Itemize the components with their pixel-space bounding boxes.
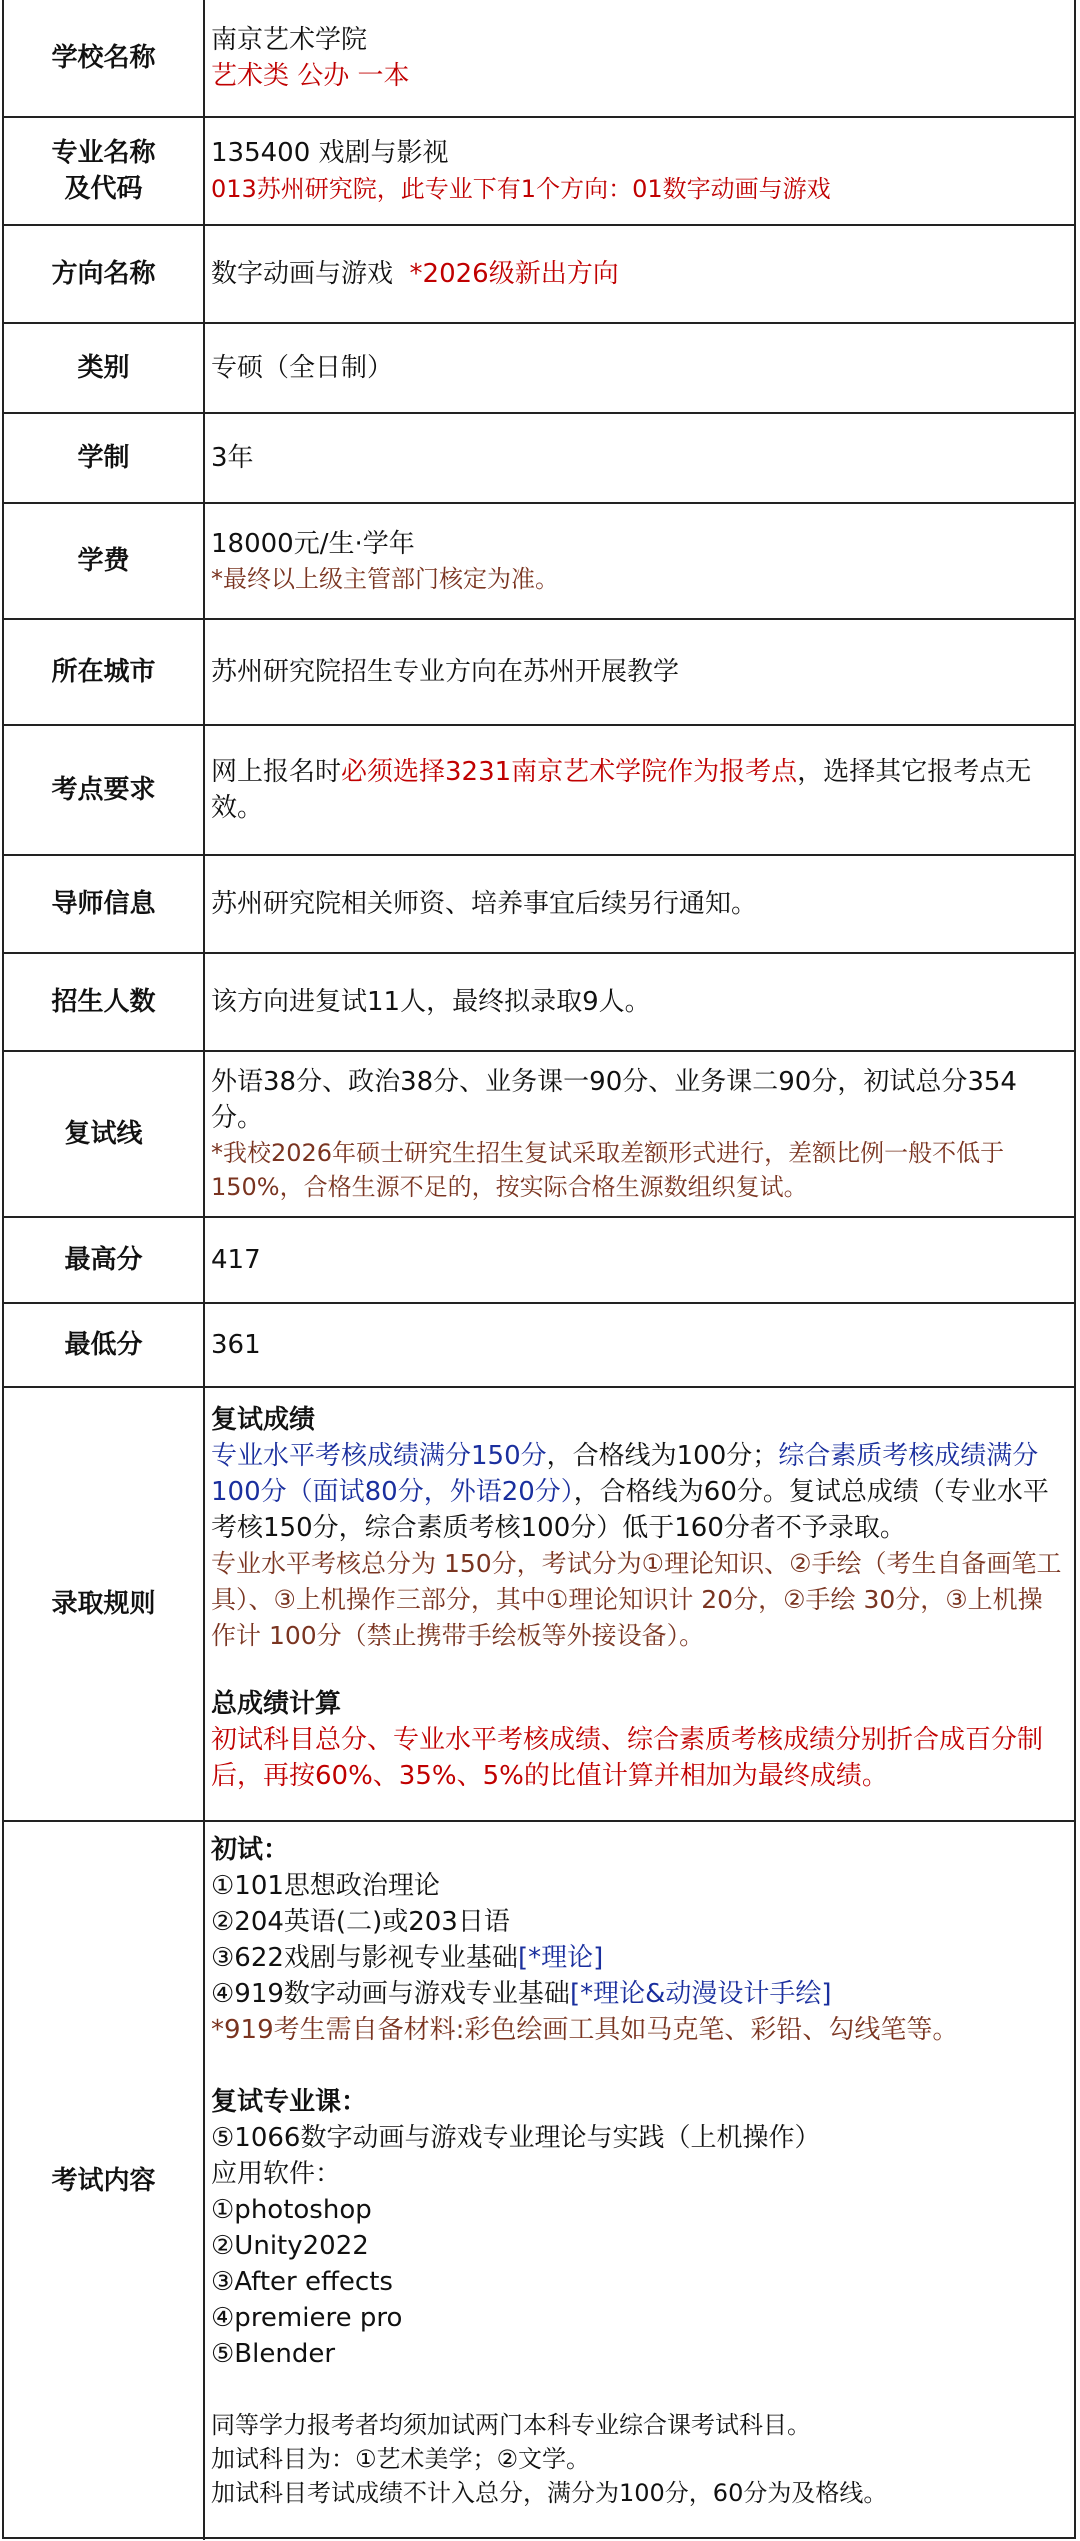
value-admission xyxy=(205,1388,1074,1820)
exam-software-2: ②Unity2022 xyxy=(211,2231,369,2261)
exam-subject-3-tag: [*理论] xyxy=(517,1943,604,1973)
row-mentor xyxy=(4,854,1074,952)
admission-p1 xyxy=(211,1438,1064,1546)
exam-extra-3: 加试科目考试成绩不计入总分，满分为100分，60分为及格线。 xyxy=(211,2479,888,2507)
major-desc: 013苏州研究院，此专业下有1个方向：01数字动画与游戏 xyxy=(211,175,831,203)
exam-subject-4 xyxy=(211,1976,1064,2012)
direction-name: 数字动画与游戏 xyxy=(211,259,394,289)
row-exam xyxy=(4,1820,1074,2540)
value-highest: 417 xyxy=(211,1245,261,1275)
row-duration xyxy=(4,412,1074,502)
row-category xyxy=(4,322,1074,412)
value-direction xyxy=(205,226,1074,322)
value-exam-site xyxy=(205,726,1074,854)
row-highest xyxy=(4,1216,1074,1302)
value-cutoff xyxy=(205,1052,1074,1216)
row-tuition xyxy=(4,502,1074,618)
exam-subject-1: ①101思想政治理论 xyxy=(211,1871,440,1901)
row-enroll xyxy=(4,952,1074,1050)
tuition-note: *最终以上级主管部门核定为准。 xyxy=(211,565,559,593)
label-direction: 方向名称 xyxy=(4,226,205,322)
exam-extra-2: 加试科目为：①艺术美学；②文学。 xyxy=(211,2445,591,2473)
info-table xyxy=(2,0,1076,2539)
label-category: 类别 xyxy=(4,324,205,412)
label-admission: 录取规则 xyxy=(4,1388,205,1820)
tuition-amount: 18000元/生·学年 xyxy=(211,529,415,559)
row-exam-site xyxy=(4,724,1074,854)
admission-p1-blue1: 专业水平考核成绩满分150分 xyxy=(211,1441,547,1471)
exam-software-1: ①photoshop xyxy=(211,2195,372,2225)
value-exam xyxy=(205,1822,1074,2540)
exam-subject-4-text: ④919数字动画与游戏专业基础 xyxy=(211,1979,570,2009)
direction-new-tag: *2026级新出方向 xyxy=(409,259,619,289)
row-lowest xyxy=(4,1302,1074,1386)
value-major xyxy=(205,118,1074,224)
admission-sec2-title: 总成绩计算 xyxy=(211,1689,342,1719)
row-direction xyxy=(4,224,1074,322)
row-cutoff xyxy=(4,1050,1074,1216)
exam-subject-2: ②204英语(二)或203日语 xyxy=(211,1907,510,1937)
row-school xyxy=(4,0,1074,116)
admission-sec1-title: 复试成绩 xyxy=(211,1405,316,1435)
school-tags: 艺术类 公办 一本 xyxy=(211,61,410,91)
label-city: 所在城市 xyxy=(4,620,205,724)
label-enroll: 招生人数 xyxy=(4,954,205,1050)
label-highest: 最高分 xyxy=(4,1218,205,1302)
exam-initial-title: 初试： xyxy=(211,1835,290,1865)
exam-software-4: ④premiere pro xyxy=(211,2303,403,2333)
exam-site-suffix: ，选择其它报考点无效。 xyxy=(211,757,1032,823)
label-major: 专业名称 及代码 xyxy=(4,118,205,224)
value-school xyxy=(205,0,1074,116)
admission-p1-blue2: 综合素质考核成绩满分100分（面试80分，外语20分） xyxy=(211,1441,1039,1507)
value-tuition xyxy=(205,504,1074,618)
label-mentor: 导师信息 xyxy=(4,856,205,952)
label-exam-site: 考点要求 xyxy=(4,726,205,854)
exam-software-3: ③After effects xyxy=(211,2267,393,2297)
exam-subject-3-text: ③622戏剧与影视专业基础 xyxy=(211,1943,518,1973)
exam-subject-note: *919考生需自备材料:彩色绘画工具如马克笔、彩铅、勾线笔等。 xyxy=(211,2015,959,2045)
exam-subject-4-tag: [*理论&动漫设计手绘] xyxy=(569,1979,832,2009)
exam-subject-3 xyxy=(211,1940,1064,1976)
cutoff-value: 外语38分、政治38分、业务课一90分、业务课二90分，初试总分354分。 xyxy=(211,1067,1017,1133)
exam-extra-1: 同等学力报考者均须加试两门本科专业综合课考试科目。 xyxy=(211,2411,811,2439)
exam-site-prefix: 网上报名时 xyxy=(211,757,342,787)
exam-site-highlight: 必须选择3231南京艺术学院作为报考点 xyxy=(341,757,798,787)
row-major xyxy=(4,116,1074,224)
value-mentor: 苏州研究院相关师资、培养事宜后续另行通知。 xyxy=(211,889,758,919)
value-category: 专硕（全日制） xyxy=(211,353,394,383)
major-code: 135400 戏剧与影视 xyxy=(211,138,449,168)
row-city xyxy=(4,618,1074,724)
label-school: 学校名称 xyxy=(4,0,205,116)
label-tuition: 学费 xyxy=(4,504,205,618)
value-enroll: 该方向进复试11人，最终拟录取9人。 xyxy=(211,987,651,1017)
admission-p3: 初试科目总分、专业水平考核成绩、综合素质考核成绩分别折合成百分制后，再按60%、35%、5%的比值计算并相加为最终成绩。 xyxy=(211,1725,1044,1791)
school-name: 南京艺术学院 xyxy=(211,25,368,55)
admission-p1-plain1: ，合格线为100分； xyxy=(546,1441,779,1471)
label-cutoff: 复试线 xyxy=(4,1052,205,1216)
label-exam: 考试内容 xyxy=(4,1822,205,2540)
exam-retest-title: 复试专业课： xyxy=(211,2087,368,2117)
label-lowest: 最低分 xyxy=(4,1304,205,1386)
exam-software-5: ⑤Blender xyxy=(211,2339,336,2369)
cutoff-note: *我校2026年硕士研究生招生复试采取差额形式进行，差额比例一般不低于150%，合格生源不足的，按实际合格生源数组织复试。 xyxy=(211,1139,1005,1201)
exam-retest-1: ⑤1066数字动画与游戏专业理论与实践（上机操作） xyxy=(211,2123,821,2153)
value-city: 苏州研究院招生专业方向在苏州开展教学 xyxy=(211,657,680,687)
admission-p2: 专业水平考核总分为 150分，考试分为①理论知识、②手绘（考生自备画笔工具）、③上机操作三部分，其中①理论知识计 20分，②手绘 30分，③上机操作计 100分（禁止携带手绘板等外接设备）。 xyxy=(211,1549,1062,1650)
row-admission xyxy=(4,1386,1074,1820)
value-duration: 3年 xyxy=(211,443,254,473)
label-duration: 学制 xyxy=(4,414,205,502)
value-lowest: 361 xyxy=(211,1330,261,1360)
admission-p1-plain2: ，合格线为60分。复试总成绩（专业水平考核150分，综合素质考核100分）低于160分者不予录取。 xyxy=(211,1477,1049,1543)
exam-software-title: 应用软件： xyxy=(211,2159,342,2189)
